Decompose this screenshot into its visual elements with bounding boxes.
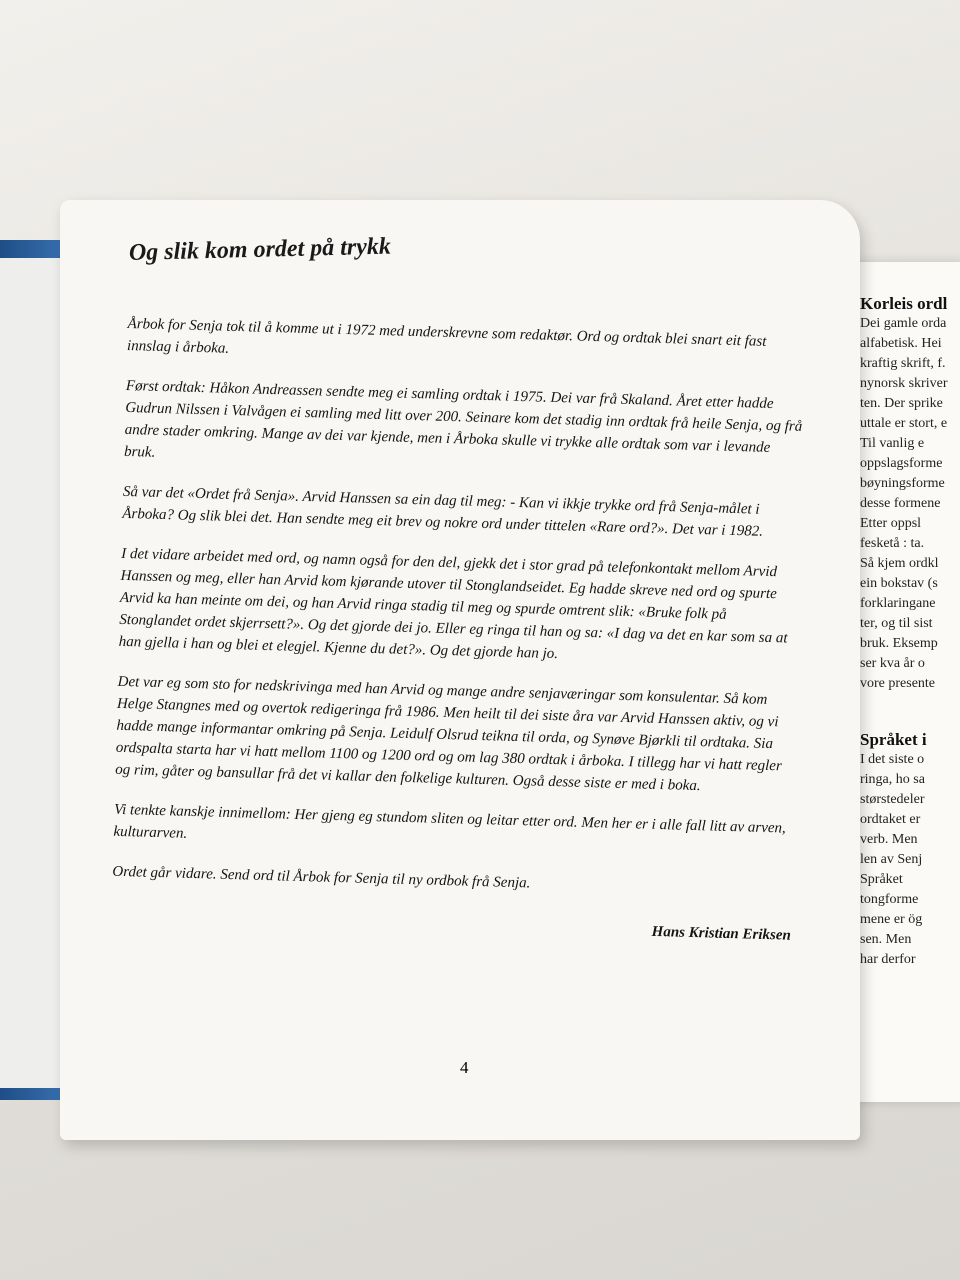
right-page-text-1 [860, 314, 960, 694]
right-page-heading-1: Korleis ordl [860, 294, 948, 313]
right-page-line: fesketå : ta. [860, 536, 925, 551]
right-page-line: ser kva år o [860, 656, 925, 671]
right-page-line: mene er ög [860, 912, 923, 927]
right-page-line: ter, og til sist [860, 616, 933, 631]
right-page-line: vore presente [860, 676, 936, 691]
right-page-gap [860, 694, 960, 730]
right-page-line: Dei gamle orda [860, 316, 947, 331]
paragraph-5: Det var eg som sto for nedskrivinga med han Arvid og mange andre senjaværingar som konsulentar. Så kom Helge Stangnes med og overtok redigeringa frå 1986. Men heilt til dei siste åra var Arvid Hanssen aktiv, og vi hadde mange informantar omkring på Senja. Leidulf Olsrud teikna til orda, og Synøve Bjørkli til ordtaka. Sia ordspalta starta har vi hatt mellom 1100 og 1200 ord og om lag 380 ordtak i årboka. I tillegg har vi hatt regler og rim, gåter og bansullar frå det vi kallar den folkelige kulturen. Også desse siste er med i boka. [114, 673, 783, 795]
right-page-line: nynorsk skriver [860, 376, 948, 391]
right-page-line: ten. Der sprike [860, 396, 943, 411]
right-page-line: ordtaket er [860, 812, 921, 827]
right-page-line: desse formene [860, 496, 941, 511]
right-page-line: kraftig skrift, f. [860, 356, 946, 371]
right-page-line: alfabetisk. Hei [860, 336, 942, 351]
page-title: Og slik kom ordet på trykk [128, 233, 392, 266]
right-page-line: forklaringane [860, 596, 936, 611]
right-page-line: Til vanlig e [860, 436, 925, 451]
right-page-line: sen. Men [860, 932, 912, 947]
right-page-line: uttale er stort, e [860, 416, 948, 431]
right-page-line: bruk. Eksemp [860, 636, 938, 651]
right-page-line: Språket [860, 872, 903, 887]
right-page-line: Etter oppsl [860, 516, 922, 531]
paragraph-3: Så var det «Ordet frå Senja». Arvid Hanssen sa ein dag til meg: - Kan vi ikkje trykke ord frå Senja-målet i Årboka? Og slik blei det. Han sendte meg eit brev og nokre ord under tittelen «Rare ord?». Det var i 1982. [122, 483, 764, 540]
right-page-line: oppslagsforme [860, 456, 943, 471]
page-number: 4 [460, 1058, 469, 1077]
left-page [60, 200, 860, 1140]
right-page-line: verb. Men [860, 832, 918, 847]
right-page-line: Så kjem ordkl [860, 556, 939, 571]
right-page-column [860, 294, 960, 970]
right-page-line: har derfor [860, 952, 916, 967]
paragraph-7: Ordet går vidare. Send ord til Årbok for Senja til ny ordbok frå Senja. [112, 863, 531, 892]
right-page-line: ringa, ho sa [860, 772, 925, 787]
right-page-line: I det siste o [860, 752, 925, 767]
right-page-text-2 [860, 750, 960, 970]
paragraph-1: Årbok for Senja tok til å komme ut i 1972 med underskrevne som redaktør. Ord og ordtak blei snart eit fast innslag i årboka. [126, 315, 767, 357]
right-page-line: størstedeler [860, 792, 925, 807]
paragraph-2: Først ordtak: Håkon Andreassen sendte meg ei samling ordtak i 1975. Dei var frå Skaland. Året etter hadde Gudrun Nilssen i Valvågen ei samling med litt over 200. Seinare kom det stadig inn ordtak frå heile Senja, og frå andre stader omkring. Mange av dei var kjende, men i Årboka skulle vi trykke alle ordtak som var i levande bruk. [123, 377, 803, 461]
author-signature: Hans Kristian Eriksen [651, 923, 792, 944]
right-page-line: ein bokstav (s [860, 576, 938, 591]
right-page-line: tongforme [860, 892, 919, 907]
right-page-line: bøyningsforme [860, 476, 945, 491]
paragraph-4: I det vidare arbeidet med ord, og namn også for den del, gjekk det i stor grad på telefonkontakt mellom Arvid Hanssen og meg, eller han Arvid kom kjørande utover til Stonglandseidet. Eg hadde skreve ned ord og spurte Arvid ka han meinte om dei, og han Arvid ringa stadig til meg og spurde omtrent slik: «Bruke folk på Stonglandet ordet skjerrsett?». Og det gjorde dei jo. Eller eg ringa til han og sa: «I dag va det en kar som sa at han gjella i han og blei et elegjel. Kjenne du det?». Og det gjorde han jo. [118, 545, 788, 663]
paragraph-6: Vi tenkte kanskje innimellom: Her gjeng eg stundom sliten og leitar etter ord. Men her er i alle fall litt av arven, kulturarven. [113, 801, 786, 842]
page-content [111, 233, 810, 945]
right-page-heading-2: Språket i [860, 730, 927, 749]
right-page-line: len av Senj [860, 852, 923, 867]
